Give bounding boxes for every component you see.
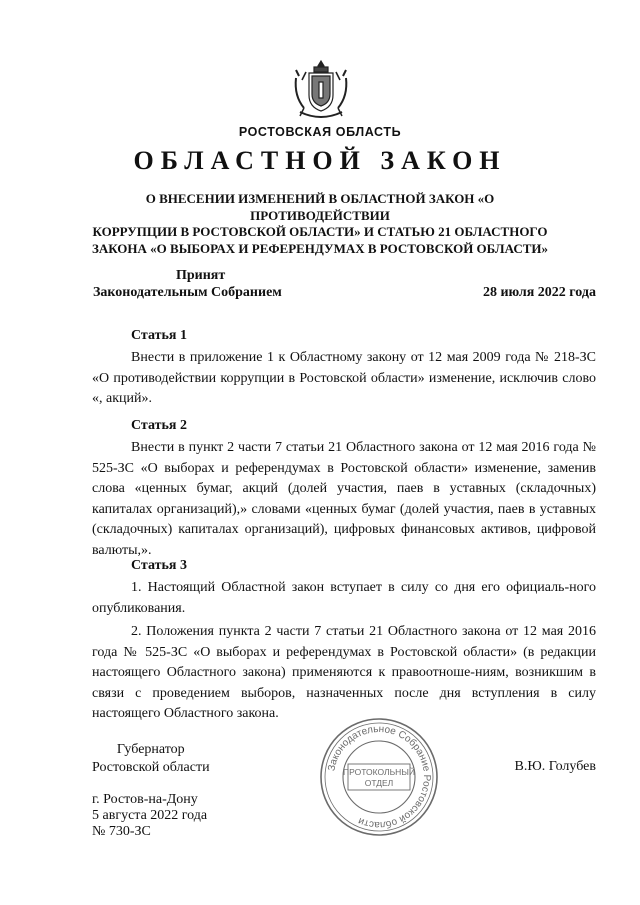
article-1-text: Внести в приложение 1 к Областному закону от 12 мая 2009 года № 218-ЗС «О противодействии коррупции в Ростовской области» изменение, исключив слово «, акций». — [92, 350, 596, 406]
adopted-by: Законодательным Собранием — [93, 285, 282, 300]
law-title-line: ЗАКОНА «О ВЫБОРАХ И РЕФЕРЕНДУМАХ В РОСТОВСКОЙ ОБЛАСТИ» — [91, 240, 549, 256]
article-2-heading: Статья 2 — [131, 418, 187, 433]
adopted-date: 28 июля 2022 года — [482, 285, 596, 300]
stamp-center-line: ОТДЕЛ — [364, 778, 394, 788]
stamp-center-line: ПРОТОКОЛЬНЫЙ — [343, 767, 415, 777]
law-number: № 730-ЗС — [92, 824, 151, 839]
adopted-label: Принят — [176, 268, 226, 283]
law-title-line: КОРРУПЦИИ В РОСТОВСКОЙ ОБЛАСТИ» И СТАТЬЮ 21 ОБЛАСТНОГО — [92, 224, 548, 239]
seal-stamp — [318, 716, 440, 838]
law-title — [80, 191, 560, 257]
law-title-line: О ВНЕСЕНИИ ИЗМЕНЕНИЙ В ОБЛАСТНОЙ ЗАКОН «О ПРОТИВОДЕЙСТВИИ — [145, 191, 495, 223]
article-3-item-1: 1. Настоящий Областной закон вступает в силу со дня его официаль-ного опубликования. — [92, 580, 596, 616]
signing-date: 5 августа 2022 года — [92, 808, 208, 823]
law-type-heading: ОБЛАСТНОЙ ЗАКОН — [133, 146, 507, 175]
signatory-position — [92, 741, 210, 777]
coat-of-arms-icon — [292, 58, 350, 122]
signatory-name: В.Ю. Голубев — [514, 759, 596, 774]
article-2-text: Внести в пункт 2 части 7 статьи 21 Областного закона от 12 мая 2016 года № 525-ЗС «О выборах и референдумах в Ростовской области» изменение, заменив слова «ценных бумаг, акций (долей участия, паев в уставных (складочных) капиталах организаций),» словами «ценных бумаг (долей участия, паев в уставных (складочных) капиталах организаций), цифровых финансовых активов, цифровой валюты,». — [92, 440, 596, 558]
region-name: РОСТОВСКАЯ ОБЛАСТЬ — [238, 125, 402, 139]
article-3-heading: Статья 3 — [131, 558, 187, 573]
position-line: Губернатор — [116, 742, 185, 757]
article-3-item-2: 2. Положения пункта 2 части 7 статьи 21 Областного закона от 12 мая 2016 года № 525-ЗС «О выборах и референдумах в Ростовской области» (в редакции настоящего Областного закона) применяются к правоотноше-ниям, возникшим в связи с проведением выборов, назначенных после дня вступления в силу настоящего Областного закона. — [92, 624, 596, 721]
article-1-heading: Статья 1 — [131, 328, 187, 343]
stamp-ring-text: Законодательное Собрание Ростовской области — [326, 723, 433, 831]
signing-place: г. Ростов-на-Дону — [92, 792, 198, 807]
signing-details — [92, 792, 207, 840]
position-line: Ростовской области — [92, 760, 210, 775]
